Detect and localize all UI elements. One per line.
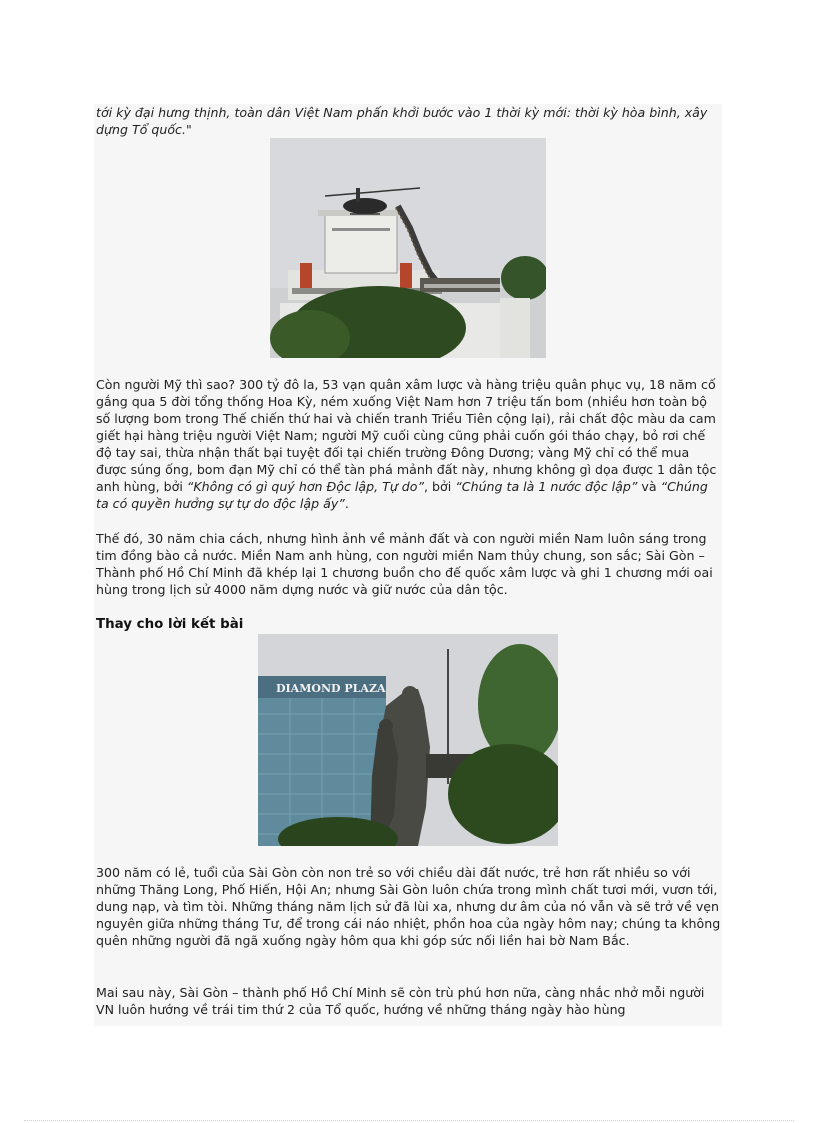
connector-2: và: [637, 479, 661, 494]
conclusion-heading: Thay cho lời kết bài: [96, 617, 244, 632]
statue-photo-illustration: [258, 634, 558, 846]
quote-right-to-freedom: “Chúng ta có quyền hưởng sự tự do độc lập ấy”: [96, 479, 708, 511]
intro-quote: tới kỳ đại hưng thịnh, toàn dân Việt Nam phấn khởi bước vào 1 thời kỳ mới: thời kỳ hòa bình, xây dựng Tổ quốc.": [96, 105, 708, 137]
paragraph-saigon-300-years: 300 năm có lẻ, tuổi của Sài Gòn còn non trẻ so với chiều dài đất nước, trẻ hơn rất nhiều so với những Thăng Long, Phố Hiến, Hội An; nhưng Sài Gòn luôn chứa trong mình chất tươi mới, vươn tới, dung nạp, và tìm tòi. Những tháng năm lịch sử đã lùi xa, nhưng dư âm của nó vẫn và sẽ trở về vẹn nguyên giữa những tháng Tư, để trong cái náo nhiệt, phồn hoa của ngày hôm nay; chúng ta không quên những người đã ngã xuống ngày hôm qua khi góp sức nối liền hai bờ Nam Bắc.: [96, 865, 721, 948]
paragraph-americans-text: Còn người Mỹ thì sao? 300 tỷ đô la, 53 vạn quân xâm lược và hàng triệu quân phục vụ, 18 năm cố gắng qua 5 đời tổng thống Hoa Kỳ, ném xuống Việt Nam hơn 7 triệu tấn bom (nhiều hơn toàn bộ số lượng bom trong Thế chiến thứ hai và chiến tranh Triều Tiên cộng lại), rải chất độc màu da cam giết hại hàng triệu người Việt Nam; người Mỹ cuối cùng cũng phải cuốn gói tháo chạy, bỏ rơi chế độ tay sai, thừa nhận thất bại tuyệt đối tại chiến trường Đông Dương; vàng Mỹ chỉ có thể mua được súng ống, bom đạn Mỹ chỉ có thể tàn phá mảnh đất này, nhưng không gì dọa được 1 dân tộc anh hùng, bởi: [96, 377, 717, 494]
building-sign: DIAMOND PLAZA: [276, 682, 386, 695]
quote-independent-nation: “Chúng ta là 1 nước độc lập”: [455, 479, 638, 494]
paragraph-americans-ending: .: [344, 496, 349, 511]
connector-1: , bởi: [424, 479, 456, 494]
paragraph-thirty-years: Thế đó, 30 năm chia cách, nhưng hình ảnh về mảnh đất và con người miền Nam luôn sáng trong tim đồng bào cả nước. Miền Nam anh hùng, con người miền Nam thủy chung, son sắc; Sài Gòn – Thành phố Hồ Chí Minh đã khép lại 1 chương buồn cho đế quốc xâm lược và ghi 1 chương mới oai hùng trong lịch sử 4000 năm dựng nước và giữ nước của dân tộc.: [96, 531, 713, 597]
evacuation-photo-illustration: [270, 138, 546, 358]
quote-independence-freedom: “Không có gì quý hơn Độc lập, Tự do”: [186, 479, 425, 494]
paragraph-americans: [96, 376, 722, 512]
paragraph-future: Mai sau này, Sài Gòn – thành phố Hồ Chí Minh sẽ còn trù phú hơn nữa, càng nhắc nhở mỗi người VN luôn hướng về trái tim thứ 2 của Tổ quốc, hướng về những tháng ngày hào hùng: [96, 985, 705, 1017]
statue-diamond-plaza-photo: [258, 634, 558, 846]
evacuation-rooftop-photo: [270, 138, 546, 358]
page-bottom-divider: [24, 1120, 794, 1122]
